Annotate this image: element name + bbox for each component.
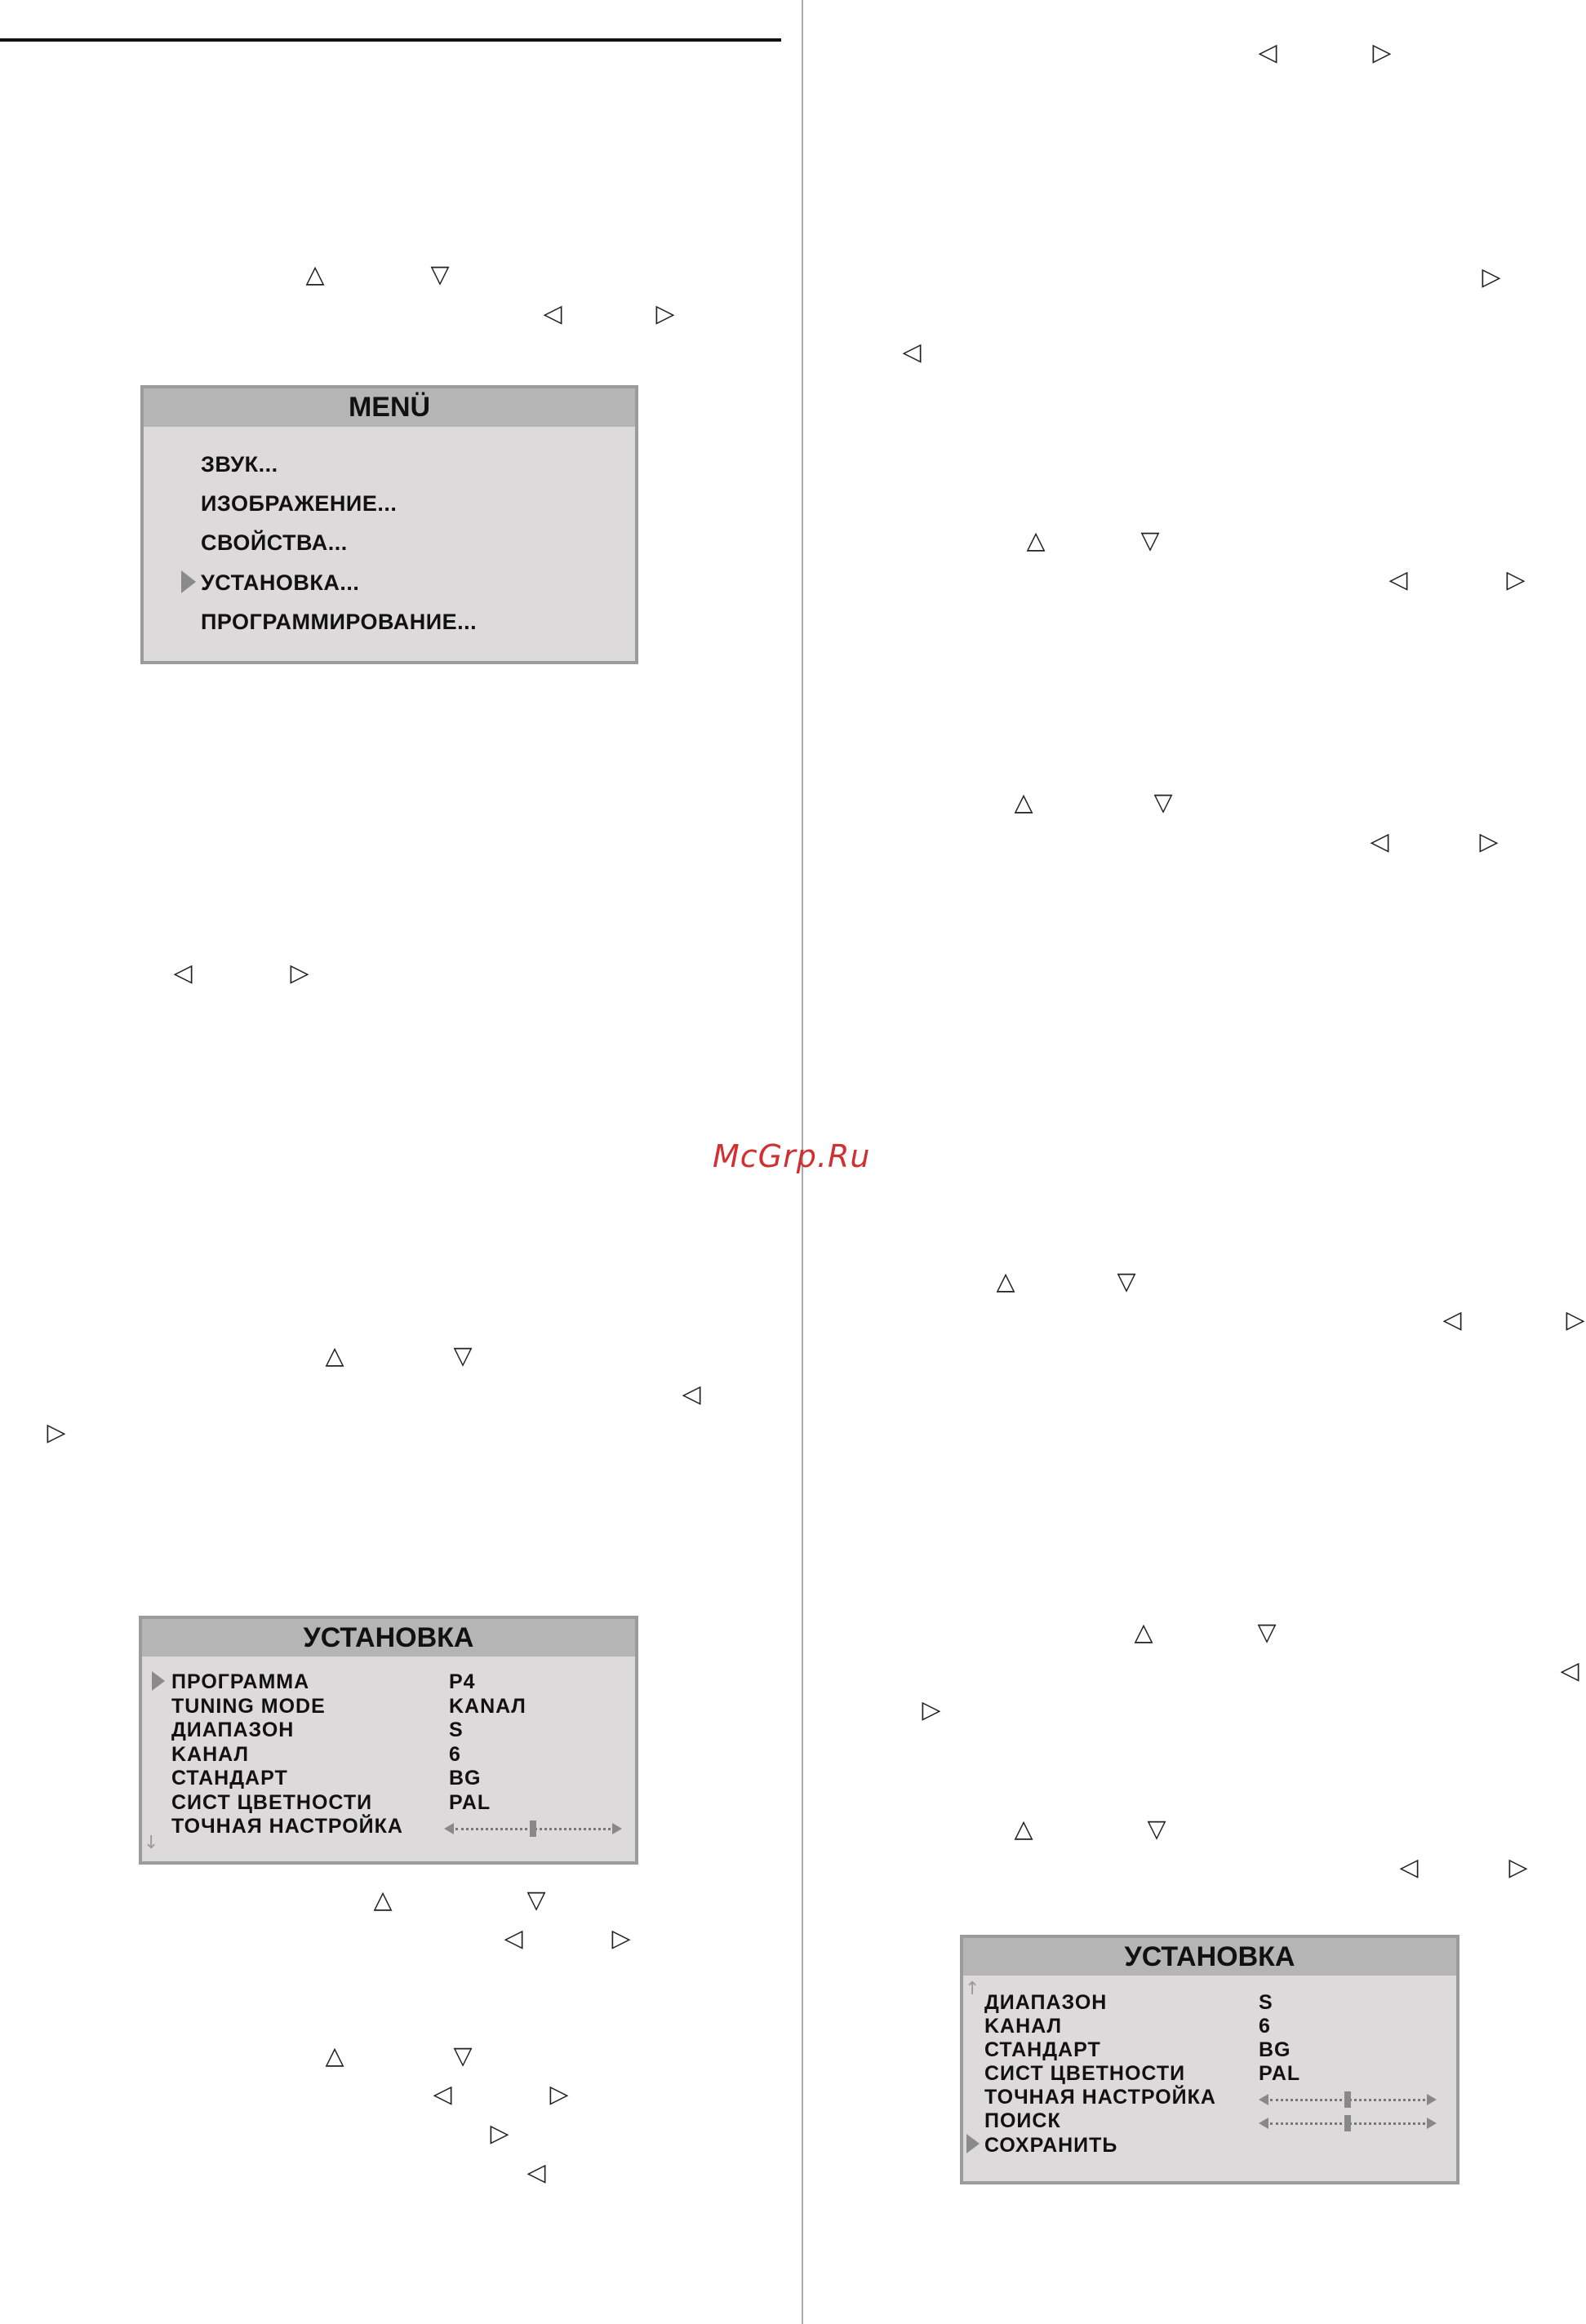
left-arrow-icon: ◁	[1388, 565, 1408, 594]
setup-label-band: ДИАПАЗОН	[171, 1719, 295, 1741]
left-arrow-icon: ◁	[526, 2158, 546, 2187]
down-arrow-icon: ▽	[1140, 526, 1160, 555]
menu-item-picture: ИЗОБРАЖЕНИЕ...	[201, 491, 398, 516]
setup-osd-box-2	[960, 1935, 1459, 2184]
setup2-label-search: ПОИСК	[984, 2109, 1061, 2132]
right-arrow-icon: ▷	[1479, 827, 1499, 856]
setup-value-channel: 6	[449, 1743, 461, 1766]
up-arrow-icon: △	[305, 260, 325, 289]
menu-title: MENÜ	[144, 388, 635, 427]
scroll-up-icon: ↑	[965, 1979, 980, 1999]
right-arrow-icon: ▷	[490, 2119, 509, 2148]
down-arrow-icon: ▽	[1117, 1267, 1136, 1296]
left-arrow-icon: ◁	[1370, 827, 1389, 856]
down-arrow-icon: ▽	[1257, 1618, 1277, 1647]
down-arrow-icon: ▽	[526, 1886, 546, 1914]
menu-item-features: СВОЙСТВА...	[201, 530, 348, 555]
setup-osd-box-1	[139, 1616, 638, 1865]
left-arrow-icon: ◁	[1258, 38, 1277, 67]
slider-left-arrow-icon	[1259, 2118, 1268, 2129]
down-arrow-icon: ▽	[1147, 1815, 1166, 1843]
down-arrow-icon: ▽	[430, 260, 450, 289]
left-arrow-icon: ◁	[433, 2080, 452, 2109]
left-arrow-icon: ◁	[1442, 1306, 1462, 1334]
left-arrow-icon: ◁	[173, 959, 193, 987]
setup-label-fine-tune: ТОЧНАЯ НАСТРОЙКА	[171, 1815, 403, 1838]
slider-knob	[1344, 2091, 1351, 2108]
left-arrow-icon: ◁	[1560, 1657, 1579, 1685]
setup-title-1: УСТАНОВКА	[142, 1619, 635, 1657]
up-arrow-icon: △	[1014, 1815, 1033, 1843]
slider-left-arrow-icon	[444, 1823, 454, 1834]
scroll-down-icon: ↓	[144, 1833, 159, 1853]
up-arrow-icon: △	[325, 2042, 344, 2070]
up-arrow-icon: △	[373, 1886, 393, 1914]
down-arrow-icon: ▽	[453, 2042, 473, 2070]
setup2-value-channel: 6	[1259, 2015, 1271, 2038]
setup2-label-standard: СТАНДАРТ	[984, 2038, 1101, 2061]
slider-knob	[530, 1821, 536, 1837]
menu-selection-marker-icon	[181, 570, 196, 593]
setup-value-color-system: PAL	[449, 1791, 491, 1814]
setup-value-band: S	[449, 1719, 464, 1741]
right-arrow-icon: ▷	[1566, 1306, 1585, 1334]
up-arrow-icon: △	[996, 1267, 1015, 1296]
slider-left-arrow-icon	[1259, 2094, 1268, 2105]
slider-knob	[1344, 2115, 1351, 2131]
menu-item-install: УСТАНОВКА...	[201, 570, 360, 595]
fine-tune-slider	[444, 1823, 622, 1834]
right-arrow-icon: ▷	[1508, 1853, 1528, 1882]
setup-value-program: P4	[449, 1670, 476, 1693]
setup-selection-marker-icon	[152, 1671, 165, 1691]
left-arrow-icon: ◁	[902, 338, 922, 366]
setup-value-tuning-mode: KANAЛ	[449, 1695, 526, 1718]
slider-right-arrow-icon	[612, 1823, 622, 1834]
left-arrow-icon: ◁	[543, 299, 562, 328]
right-arrow-icon: ▷	[1506, 565, 1526, 594]
setup2-value-color-system: PAL	[1259, 2062, 1301, 2085]
right-arrow-icon: ▷	[290, 959, 309, 987]
setup-label-tuning-mode: TUNING MODE	[171, 1695, 326, 1718]
right-arrow-icon: ▷	[922, 1696, 941, 1724]
setup2-label-channel: KAНАЛ	[984, 2015, 1063, 2038]
slider-right-arrow-icon	[1427, 2118, 1437, 2129]
right-arrow-icon: ▷	[655, 299, 675, 328]
setup-label-channel: KAНАЛ	[171, 1743, 250, 1766]
menu-item-programming: ПРОГРАММИРОВАНИЕ...	[201, 610, 478, 634]
setup2-label-band: ДИАПАЗОН	[984, 1991, 1108, 2014]
left-arrow-icon: ◁	[682, 1380, 701, 1408]
right-arrow-icon: ▷	[1372, 38, 1392, 67]
right-arrow-icon: ▷	[47, 1418, 66, 1447]
fine-tune-slider	[1259, 2094, 1437, 2105]
setup2-value-standard: BG	[1259, 2038, 1291, 2061]
setup-value-standard: BG	[449, 1767, 482, 1790]
down-arrow-icon: ▽	[1153, 788, 1173, 817]
menu-osd-box	[140, 385, 638, 664]
setup2-label-color-system: СИСТ ЦВЕТНОСТИ	[984, 2062, 1186, 2085]
menu-item-sound: ЗВУК...	[201, 452, 278, 477]
setup-label-color-system: СИСТ ЦВЕТНОСТИ	[171, 1791, 373, 1814]
setup2-label-save: СОХРАНИТЬ	[984, 2134, 1118, 2157]
right-arrow-icon: ▷	[1482, 263, 1501, 291]
right-arrow-icon: ▷	[549, 2080, 569, 2109]
search-slider	[1259, 2118, 1437, 2129]
setup-label-standard: СТАНДАРТ	[171, 1767, 288, 1790]
setup2-label-fine-tune: ТОЧНАЯ НАСТРОЙКА	[984, 2086, 1216, 2109]
down-arrow-icon: ▽	[453, 1342, 473, 1370]
up-arrow-icon: △	[1014, 788, 1033, 817]
slider-right-arrow-icon	[1427, 2094, 1437, 2105]
left-arrow-icon: ◁	[1399, 1853, 1419, 1882]
setup2-value-band: S	[1259, 1991, 1273, 2014]
up-arrow-icon: △	[1134, 1618, 1153, 1647]
right-arrow-icon: ▷	[611, 1924, 631, 1953]
setup2-selection-marker-icon	[966, 2134, 980, 2153]
setup-label-program: ПРОГРАММА	[171, 1670, 310, 1693]
left-arrow-icon: ◁	[504, 1924, 523, 1953]
top-rule	[0, 38, 781, 42]
up-arrow-icon: △	[1026, 526, 1046, 555]
setup-title-2: УСТАНОВКА	[963, 1938, 1456, 1976]
up-arrow-icon: △	[325, 1342, 344, 1370]
watermark: McGrp.Ru	[713, 1138, 871, 1174]
